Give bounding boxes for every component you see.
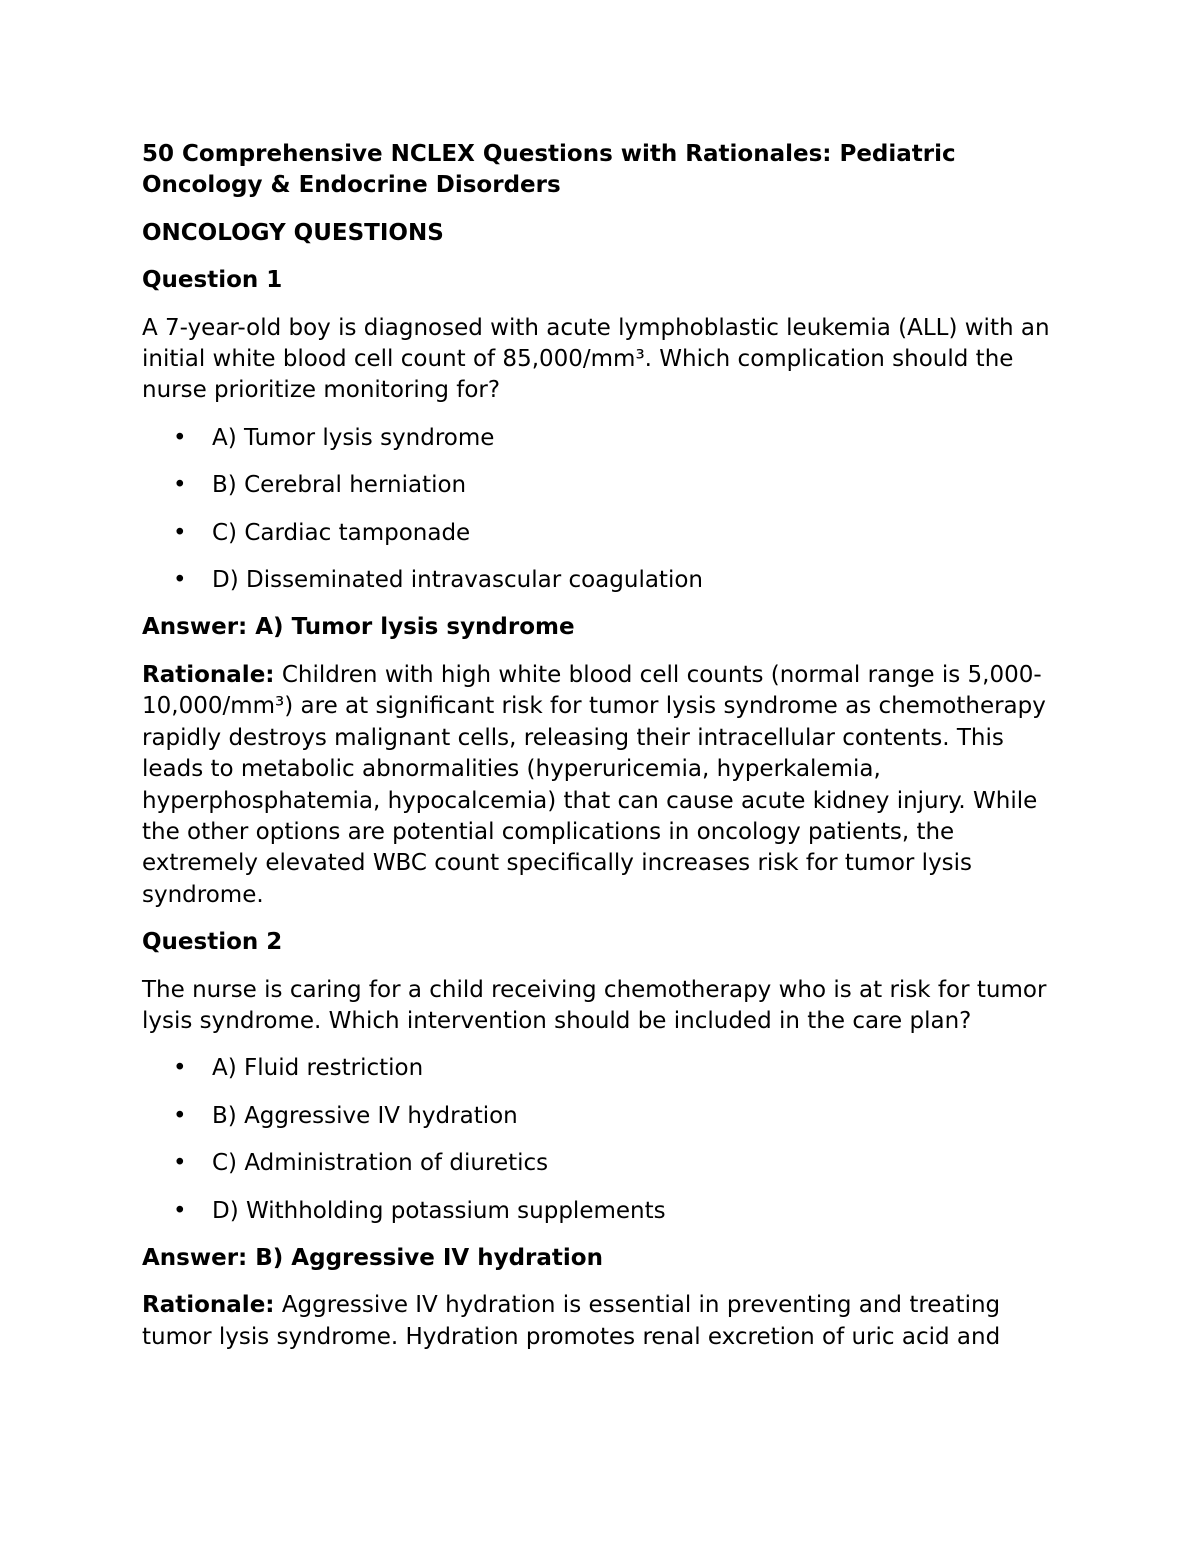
option-text: A) Fluid restriction [212, 1055, 424, 1082]
question-stem: A 7-year-old boy is diagnosed with acute lymphoblastic leukemia (ALL) with an initial white blood cell count of 85,000/mm³. Which complication should the nurse prioritize monitoring for? [142, 314, 1050, 404]
bullet-icon: • [173, 567, 187, 594]
option-item [142, 518, 1062, 549]
bullet-icon: • [173, 1197, 187, 1224]
option-text: C) Administration of diuretics [212, 1150, 549, 1177]
answer-line: Answer: A) Tumor lysis syndrome [142, 614, 575, 641]
question-block [142, 265, 1062, 911]
option-item [142, 1196, 1062, 1227]
question-block [142, 927, 1062, 1353]
rationale-paragraph [142, 660, 1062, 911]
option-item [142, 1148, 1062, 1179]
section-heading: ONCOLOGY QUESTIONS [142, 219, 444, 246]
rationale-text: Aggressive IV hydration is essential in preventing and treating tumor lysis syndrome. Hydration promotes renal excretion of uric acid and [142, 1292, 1001, 1350]
bullet-icon: • [173, 519, 187, 546]
bullet-icon: • [173, 1102, 187, 1129]
option-text: A) Tumor lysis syndrome [212, 424, 495, 451]
rationale-paragraph [142, 1290, 1062, 1353]
answer-options [142, 1053, 1062, 1227]
question-heading: Question 2 [142, 929, 283, 956]
option-item [142, 1053, 1062, 1084]
option-text: B) Cerebral herniation [212, 472, 467, 499]
document-page [142, 139, 1062, 1369]
answer-line: Answer: B) Aggressive IV hydration [142, 1244, 603, 1271]
option-item [142, 423, 1062, 454]
bullet-icon: • [173, 1055, 187, 1082]
bullet-icon: • [173, 1150, 187, 1177]
rationale-label: Rationale: [142, 1292, 275, 1319]
option-text: D) Disseminated intravascular coagulation [212, 567, 703, 594]
option-item [142, 1101, 1062, 1132]
option-item [142, 470, 1062, 501]
bullet-icon: • [173, 472, 187, 499]
option-item [142, 565, 1062, 596]
rationale-text: Children with high white blood cell counts (normal range is 5,000-10,000/mm³) are at significant risk for tumor lysis syndrome as chemotherapy rapidly destroys malignant cells, releasing their intracellular contents. This leads to metabolic abnormalities (hyperuricemia, hyperkalemia, hyperphosphatemia, hypocalcemia) that can cause acute kidney injury. While the other options are potential complications in oncology patients, the extremely elevated WBC count specifically increases risk for tumor lysis syndrome. [142, 661, 1046, 908]
bullet-icon: • [173, 424, 187, 451]
document-title: 50 Comprehensive NCLEX Questions with Rationales: Pediatric Oncology & Endocrine Disorders [142, 141, 956, 199]
option-text: C) Cardiac tamponade [212, 519, 471, 546]
option-text: B) Aggressive IV hydration [212, 1102, 518, 1129]
question-stem: The nurse is caring for a child receiving chemotherapy who is at risk for tumor lysis syndrome. Which intervention should be included in the care plan? [142, 976, 1047, 1034]
question-heading: Question 1 [142, 267, 283, 294]
option-text: D) Withholding potassium supplements [212, 1197, 666, 1224]
answer-options [142, 423, 1062, 597]
rationale-label: Rationale: [142, 661, 275, 688]
